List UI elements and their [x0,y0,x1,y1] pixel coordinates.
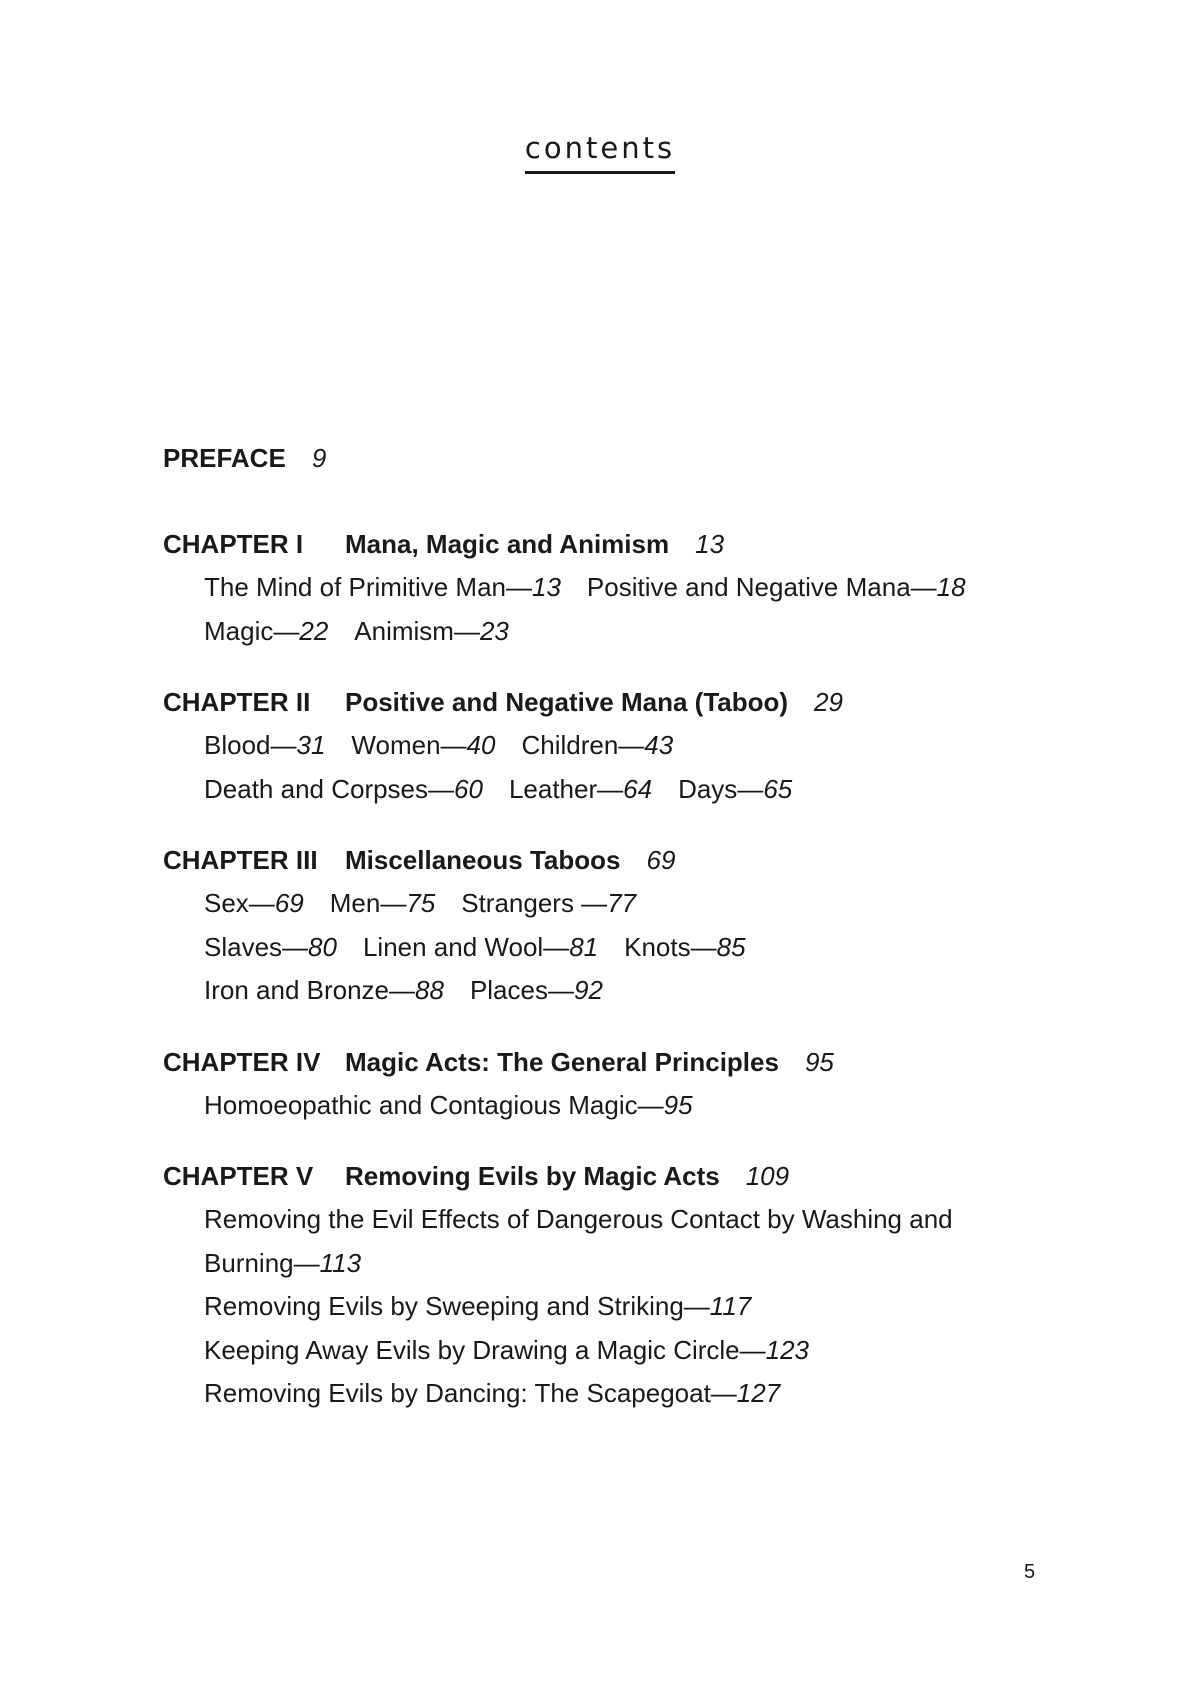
toc-entry-page: 23 [479,615,509,646]
toc-entry-page: 75 [406,888,436,918]
chapter-heading [163,839,1063,882]
toc-entry [363,932,598,962]
toc-entry-page: 77 [607,888,637,918]
toc-entry-page: 18 [936,572,966,602]
toc-entry [330,888,436,918]
toc-entry-page: 69 [274,888,304,918]
table-of-contents [163,437,1063,1444]
entry-line [204,724,1063,768]
chapter-block [163,839,1063,1013]
toc-entry [521,730,673,760]
chapter-entries [163,1084,1063,1128]
chapter-page-number: 29 [814,687,843,717]
toc-entry-title: Linen and Wool— [362,931,570,962]
toc-entry [204,572,561,602]
entry-line [204,1329,1063,1373]
chapter-title: Positive and Negative Mana (Taboo) [345,687,789,717]
toc-entry [204,774,483,804]
chapter-heading [163,681,1063,724]
toc-entry-page: 60 [454,773,483,804]
toc-entry-page: 123 [765,1334,810,1365]
toc-entry [204,888,304,918]
toc-entry [624,932,745,962]
toc-entry [354,616,509,646]
toc-entry [470,975,603,1005]
toc-entry-page: 22 [299,615,329,646]
toc-entry-title: Positive and Negative Mana— [586,572,937,602]
preface-label: PREFACE [163,443,286,473]
chapter-page-number: 95 [804,1046,834,1077]
toc-entry-title: Strangers — [461,888,608,918]
toc-entry-title: Keeping Away Evils by Drawing a Magic Circle— [204,1334,766,1365]
toc-entry [678,774,792,804]
toc-entry-title: Magic— [204,615,300,646]
chapter-title: Magic Acts: The General Principles [345,1046,779,1077]
toc-entry-page: 92 [573,975,603,1005]
toc-entry-title: Animism— [354,615,480,646]
toc-entry [204,730,325,760]
chapter-label: CHAPTER IV [163,1046,321,1077]
toc-entry-title: Removing Evils by Sweeping and Striking— [204,1291,710,1321]
entry-line [204,926,1063,970]
toc-entry-title: Slaves— [204,931,309,962]
chapter-block [163,523,1063,653]
toc-entry-page: 13 [531,572,561,602]
entry-line [204,1285,1063,1329]
toc-entry [204,975,444,1005]
chapter-label: CHAPTER V [163,1161,314,1191]
toc-entry [204,616,328,646]
toc-entry-page: 117 [709,1291,752,1321]
page-number: 5 [1024,1561,1036,1583]
toc-entry-page: 64 [623,773,653,804]
contents-heading-block [0,133,1200,174]
chapter-title: Miscellaneous Taboos [345,845,621,875]
toc-entry-page: 127 [736,1378,781,1408]
toc-entry [204,932,337,962]
toc-entry-page: 85 [716,931,746,962]
chapter-label: CHAPTER III [163,845,318,875]
toc-entry-title: Blood— [204,730,297,760]
toc-entry [461,888,636,918]
toc-entry-page: 43 [644,730,674,760]
preface-page: 9 [311,443,327,473]
toc-entry [204,1291,751,1321]
toc-entry-page: 40 [466,730,496,760]
entry-line [204,969,1063,1013]
chapter-title: Mana, Magic and Animism [345,529,670,559]
toc-entry-page: 95 [663,1089,693,1120]
chapter-entries [163,566,1063,653]
chapter-block [163,681,1063,811]
toc-entry-page: 31 [296,730,326,760]
toc-entry-title: Children— [521,730,645,760]
toc-entry-page: 113 [319,1247,362,1278]
toc-entry-page: 88 [415,975,444,1005]
chapter-page-number: 109 [745,1161,790,1191]
chapter-list [163,523,1063,1416]
toc-entry-page: 80 [308,931,337,962]
entry-line [204,882,1063,926]
toc-entry-title: Knots— [624,931,717,962]
toc-entry-page: 65 [763,773,793,804]
toc-entry [587,572,966,602]
chapter-block [163,1041,1063,1128]
toc-entry-title: Sex— [204,888,275,918]
chapter-title: Removing Evils by Magic Acts [345,1161,720,1191]
toc-entry-page: 81 [569,931,599,962]
toc-entry-title: Places— [469,975,574,1005]
entry-line [204,566,1063,610]
entry-line [204,610,1063,654]
entry-line [204,1198,1004,1285]
toc-entry [351,730,495,760]
toc-entry [204,1090,693,1120]
preface-entry [163,437,1063,480]
chapter-heading [163,523,1063,566]
chapter-heading [163,1041,1063,1084]
chapter-label: CHAPTER I [163,529,304,559]
chapter-label: CHAPTER II [163,687,311,717]
chapter-page-number: 13 [695,529,725,559]
toc-entry-title: The Mind of Primitive Man— [204,572,532,602]
toc-entry [204,1335,809,1365]
toc-entry-title: Removing the Evil Effects of Dangerous Contact by Washing and Burning— [204,1204,953,1278]
toc-entry-title: Men— [329,888,407,918]
chapter-entries [163,724,1063,811]
toc-entry [204,1378,780,1408]
entry-line [204,768,1063,812]
toc-entry-title: Women— [351,730,467,760]
toc-entry-title: Iron and Bronze— [204,975,416,1005]
entry-line [204,1084,1063,1128]
entry-line [204,1372,1063,1416]
toc-entry-title: Homoeopathic and Contagious Magic— [204,1089,664,1120]
toc-entry [204,1204,953,1278]
chapter-page-number: 69 [646,845,676,875]
chapter-entries [163,1198,1063,1416]
toc-entry [509,774,652,804]
chapter-block [163,1155,1063,1416]
chapter-heading [163,1155,1063,1198]
toc-entry-title: Leather— [508,773,624,804]
toc-entry-title: Death and Corpses— [204,773,455,804]
toc-entry-title: Removing Evils by Dancing: The Scapegoat— [204,1378,737,1408]
page-title: contents [525,133,675,174]
toc-entry-title: Days— [678,773,764,804]
chapter-entries [163,882,1063,1013]
